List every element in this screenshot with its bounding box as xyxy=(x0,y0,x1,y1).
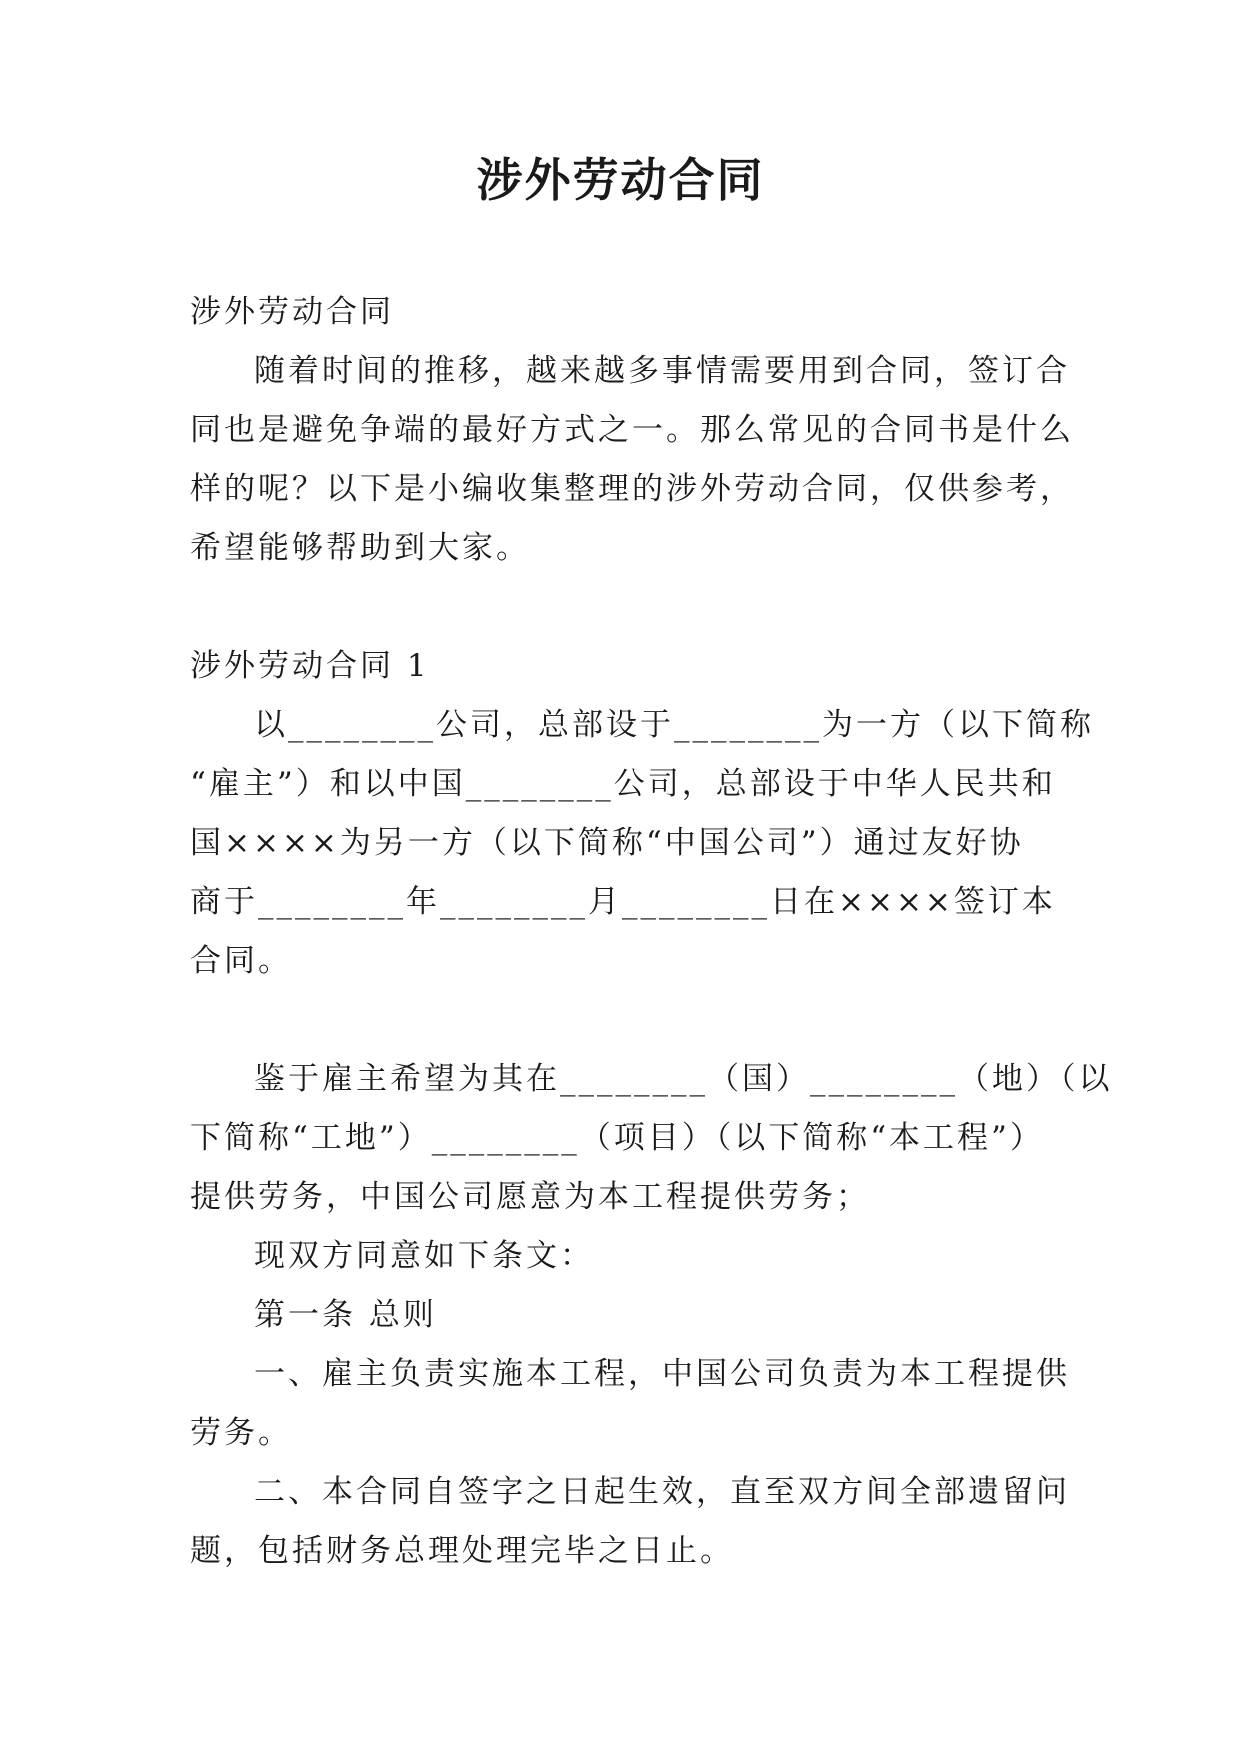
paragraph-line: 现双方同意如下条文： xyxy=(254,1238,594,1274)
spacer xyxy=(190,991,1060,1050)
paragraph-line: 随着时间的推移，越来越多事情需要用到合同，签订合 xyxy=(254,353,1070,389)
paragraph-line: 提供劳务，中国公司愿意为本工程提供劳务； xyxy=(190,1179,870,1215)
paragraph-line: 商于________年________月________日在××××签订本 xyxy=(190,884,1056,920)
paragraph-line: 劳务。 xyxy=(190,1415,292,1451)
paragraph-line: 一、雇主负责实施本工程，中国公司负责为本工程提供 xyxy=(254,1356,1070,1392)
paragraph-line: 希望能够帮助到大家。 xyxy=(190,530,530,566)
paragraph-line: 以________公司，总部设于________为一方（以下简称 xyxy=(254,707,1094,743)
paragraph-line: 样的呢？以下是小编收集整理的涉外劳动合同，仅供参考， xyxy=(190,471,1074,507)
paragraph-line: 下简称“工地”）________（项目）（以下简称“本工程”） xyxy=(190,1120,1044,1156)
document-title: 涉外劳动合同 xyxy=(476,153,765,207)
document-body xyxy=(190,283,1113,1581)
article-heading: 第一条 总则 xyxy=(254,1297,437,1333)
paragraph-line: 合同。 xyxy=(190,943,292,979)
paragraph-line: 同也是避免争端的最好方式之一。那么常见的合同书是什么 xyxy=(190,412,1074,448)
paragraph-line: 题，包括财务总理处理完毕之日止。 xyxy=(190,1533,734,1569)
spacer xyxy=(190,578,1060,637)
paragraph-line: “雇主”）和以中国________公司，总部设于中华人民共和 xyxy=(190,766,1056,802)
paragraph-line: 二、本合同自签字之日起生效，直至双方间全部遗留问 xyxy=(254,1474,1070,1510)
paragraph-line: 鉴于雇主希望为其在________（国）________（地）（以 xyxy=(254,1061,1113,1097)
paragraph-line: 国××××为另一方（以下简称“中国公司”）通过友好协 xyxy=(190,825,1024,861)
section-heading: 涉外劳动合同 xyxy=(190,294,394,330)
section-heading: 涉外劳动合同 1 xyxy=(190,648,430,684)
